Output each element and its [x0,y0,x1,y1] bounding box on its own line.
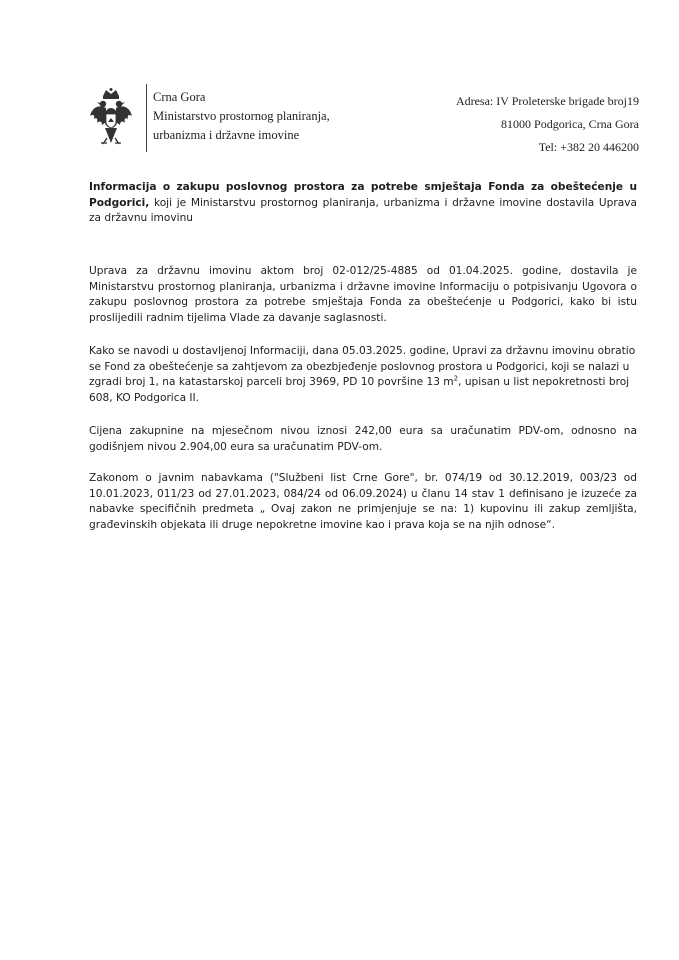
org-country: Crna Gora [153,90,206,104]
address-phone: Tel: +382 20 446200 [538,140,639,154]
org-ministry: Ministarstvo prostornog planiranja, [153,109,330,123]
address-street: Adresa: IV Proleterske brigade broj19 [455,94,639,108]
org-ministry-cont: urbanizma i državne imovine [153,128,300,142]
paragraph-3-text: Cijena zakupnine na mjesečnom nivou iznosi 242,00 eura sa uračunatim PDV-om, odnosno na godišnjem nivou 2.904,00 eura sa uračunatim PDV-om. [89,425,637,453]
paragraph-4 [89,471,637,533]
coat-of-arms-icon [88,88,134,150]
paragraph-2-text [89,344,637,406]
address-city: 81000 Podgorica, Crna Gora [501,117,639,131]
paragraph-3 [89,424,637,455]
paragraph-4-text: Zakonom o javnim nabavkama ("Službeni list Crne Gore", br. 074/19 od 30.12.2019, 003/23 od 10.01.2023, 011/23 od 27.01.2023, 084/24 od 06.09.2024) u članu 14 stav 1 definisano je izuzeće za nabavke specifičnih predmeta „ Ovaj zakon ne primjenjuje se na: 1) kupovinu ili zakup zemljišta, građevinskih objekata ili druge nepokretne imovine kao i prava koja se na njih odnose“. [89,472,637,531]
institution-block [153,88,330,145]
title-rest: koji je Ministarstvu prostornog planiranja, urbanizma i državne imovine dostavila Uprava za državnu imovinu [89,196,637,225]
paragraph-2 [89,344,637,406]
address-block [379,90,639,159]
title-bold: Informacija o zakupu poslovnog prostora za potrebe smještaja Fonda za obeštećenje u Podgorici, [89,181,637,209]
paragraph-1-text: Uprava za državnu imovinu aktom broj 02-012/25-4885 od 01.04.2025. godine, dostavila je Ministarstvu prostornog planiranja, urbanizma i državne imovine Informaciju o potpisivanju Ugovora o zakupu poslovnog prostora za potrebe smještaja Fonda za obeštećenje u Podgorici, kako bi istu proslijedili radnim tijelima Vlade za davanje saglasnosti. [89,265,637,324]
paragraph-2-before: Kako se navodi u dostavljenoj Informaciji, dana 05.03.2025. godine, Upravi za državnu imovinu obratio se Fond za obeštećenje sa zahtjevom za obezbjeđenje poslovnog prostora u Podgorici, koji se nalazi u zgradi broj 1, na katastarskoj parceli broj 3969, PD 10 površine 13 m [89,345,636,389]
header-divider [146,84,147,152]
paragraph-2-after: , upisan u list nepokretnosti broj 608, KO Podgorica II. [89,376,630,404]
area-unit-superscript: 2 [453,374,459,383]
document-title [89,180,637,227]
paragraph-1 [89,264,637,326]
